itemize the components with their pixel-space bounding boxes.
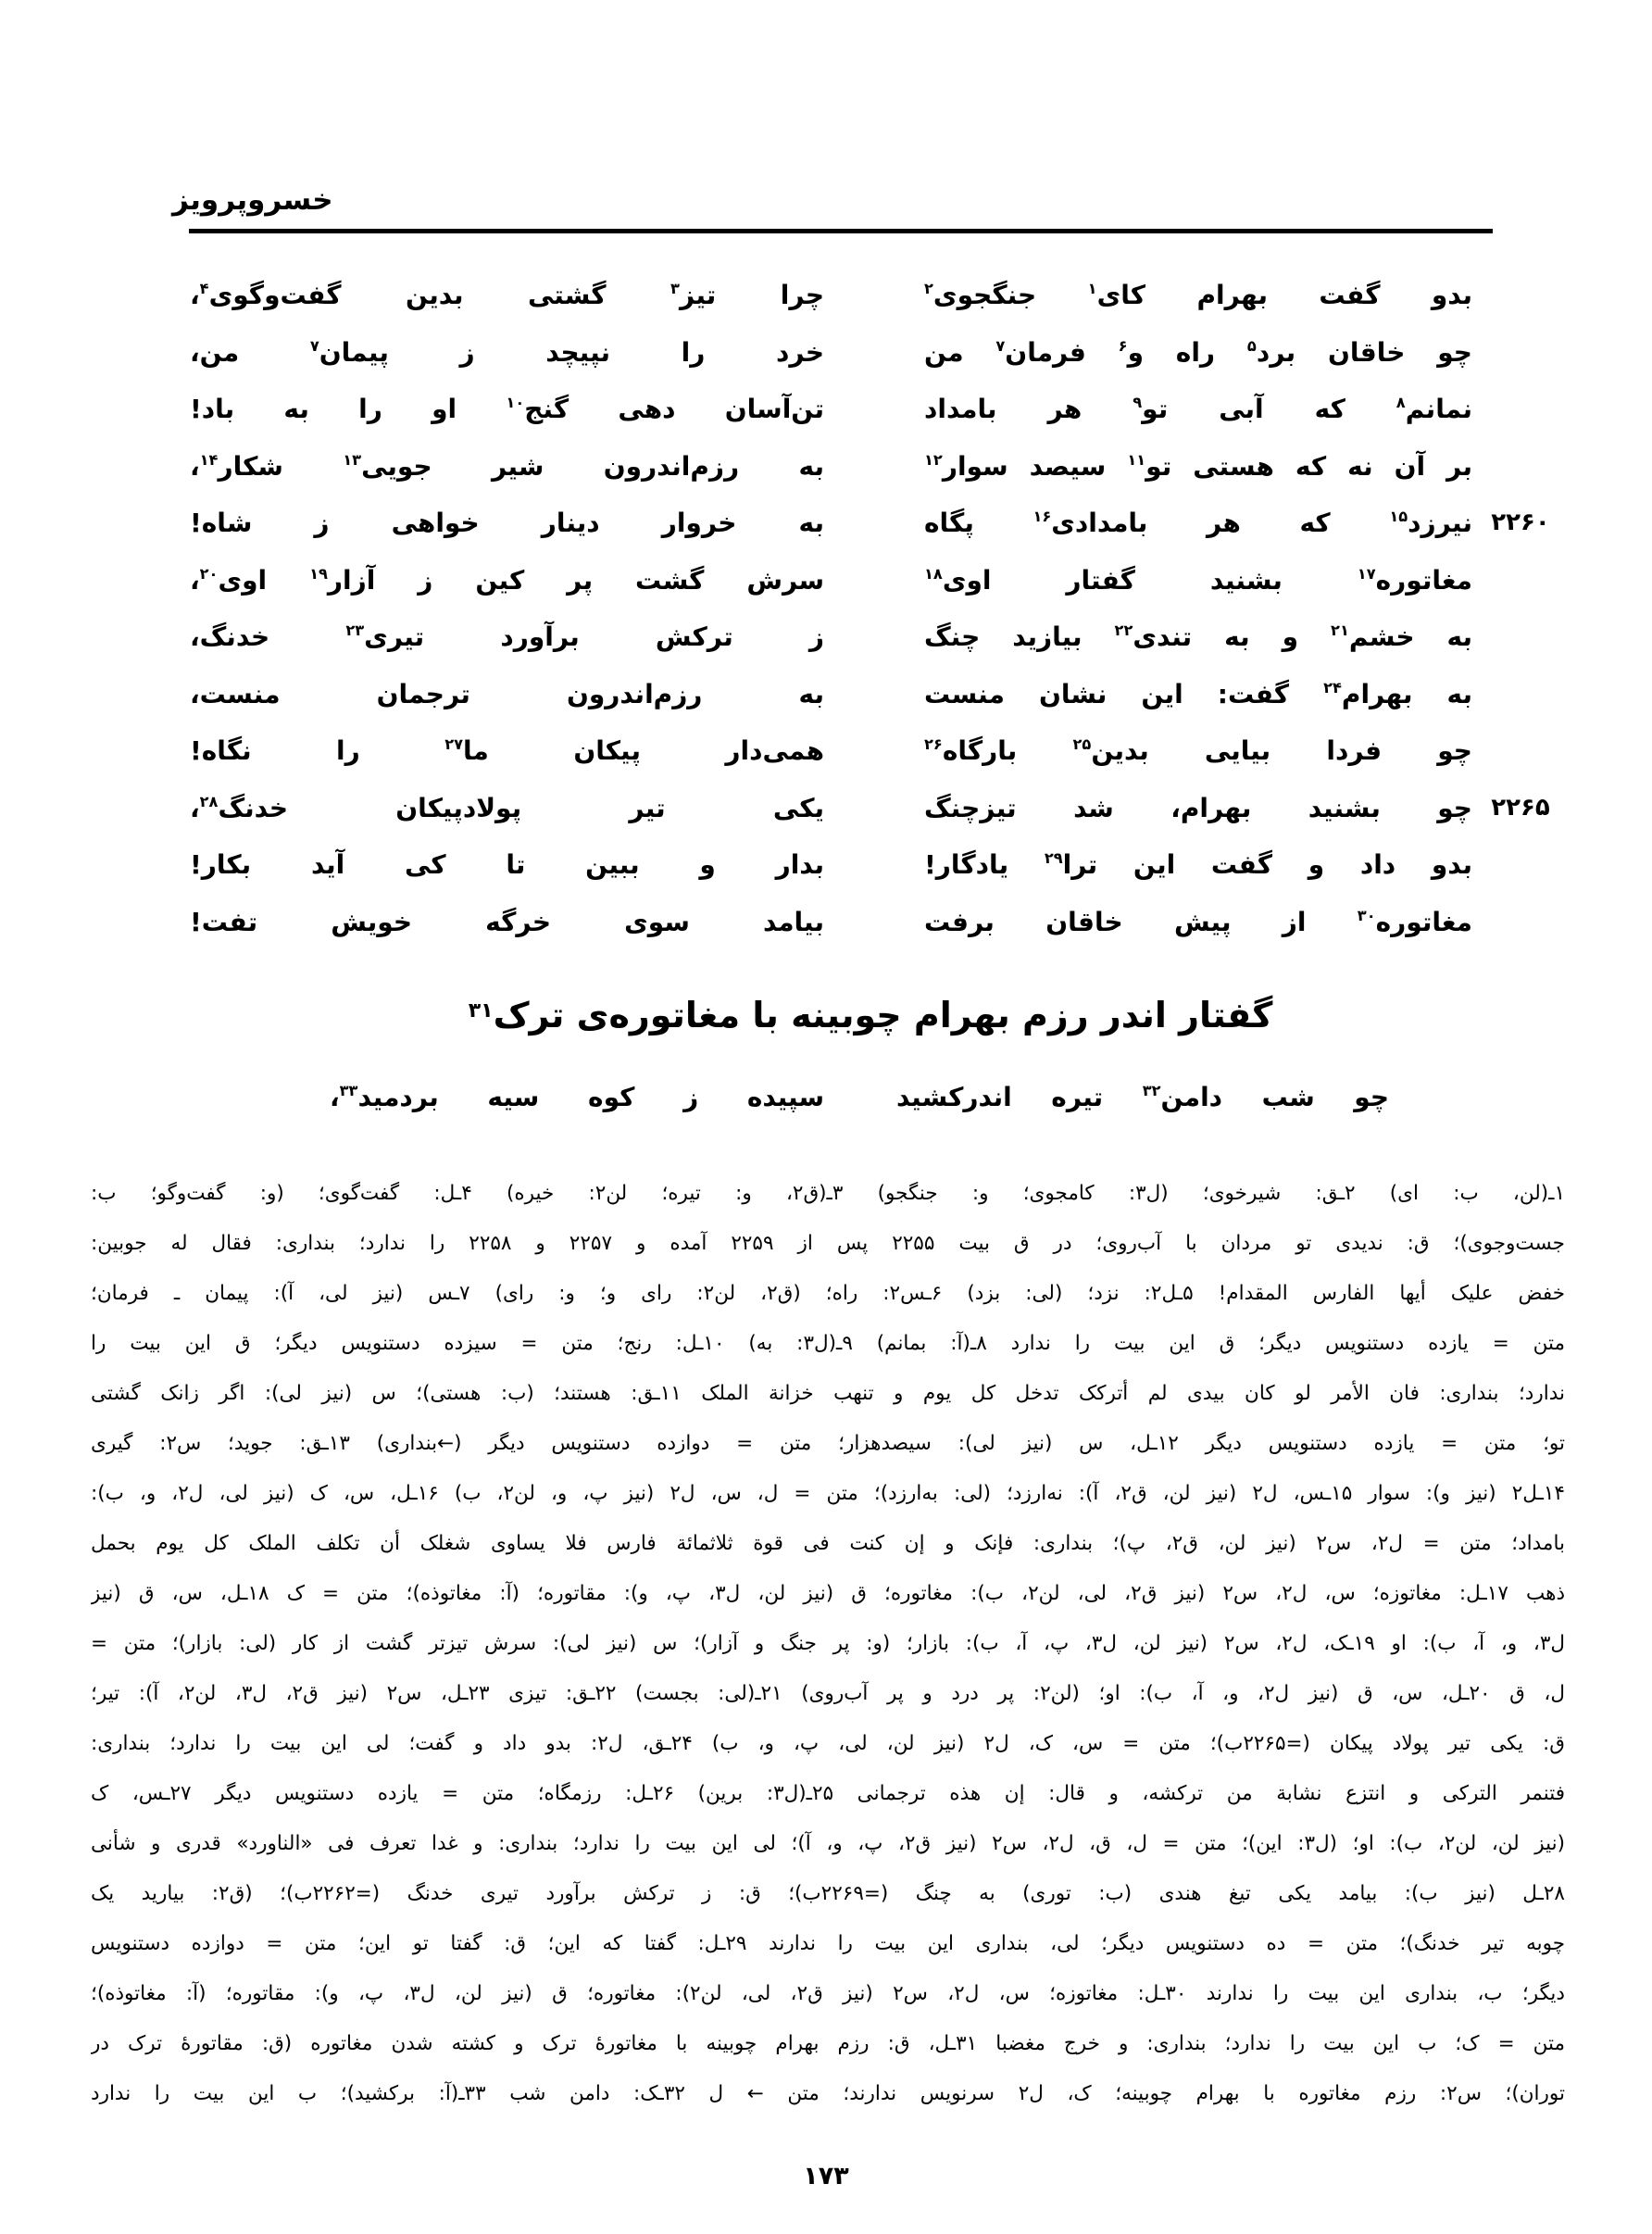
- footnote-line: ل، ق ۲۰ـل، س، ق (نیز ل۲، و، آ، ب): او؛ (لن۲: پر درد و پر آب‌روی) ۲۱ـ(لی: بجست) ۲۲ـق: تیزی ۲۳ـل، س۲ (نیز ق۲، ل۳، لن۲، آ): تیر؛: [91, 1682, 1565, 1705]
- hemistich-second: ز ترکش برآورد تیری$^{۲۳}$ خدنگ،: [190, 621, 824, 652]
- verse-number: [1478, 609, 1563, 666]
- verse-number: [1478, 552, 1563, 609]
- hemistich-first: چو خاقان برد$^۵$ راه و$^۶$ فرمان$^۷$ من: [924, 336, 1472, 368]
- footnote-line: توران)؛ س۲: رزم مغاتوره با بهرام چوبینه؛ ک، ل۲ سرنویس ندارند؛ متن ← ل ۳۲ـک: دامن شب ۳۳ـ(آ: برکشید)؛ ب این بیت را ندارد: [91, 2082, 1565, 2105]
- hemistich-second: سپیده ز کوه سیه بردمید$^{۳۳}$،: [330, 1082, 824, 1112]
- footnote-line: متن = ک؛ ب این بیت را ندارد؛ بنداری: و خرج مغضبا ۳۱ـل، ق: رزم بهرام چوبینه با مغاتورهٔ ترک و کشته شدن مغاتوره (ق: مقاتورهٔ ترک در: [91, 2032, 1565, 2055]
- running-header-title: خسروپرویز: [172, 183, 333, 217]
- hemistich-second: بیامد سوی خرگه خویش تفت!: [190, 906, 824, 937]
- hemistich-first: نیرزد$^{۱۵}$ که هر بامدادی$^{۱۶}$ پگاه: [924, 508, 1472, 538]
- hemistich-second: به خروار دینار خواهی ز شاه!: [190, 508, 824, 538]
- hemistich-first: چو شب دامن$^{۳۲}$ تیره اندرکشید: [896, 1082, 1389, 1112]
- hemistich-first: چو بشنید بهرام، شد تیزچنگ: [924, 792, 1472, 823]
- verse-row: [0, 836, 1652, 894]
- hemistich-first: به خشم$^{۲۱}$ و به تندی$^{۲۲}$ بیازید چنگ: [924, 621, 1472, 652]
- hemistich-second: همی‌دار پیکان ما$^{۲۷}$ را نگاه!: [190, 735, 824, 766]
- verse-number: [1478, 267, 1563, 324]
- verse-row: [0, 495, 1652, 552]
- hemistich-second: یکی تیر پولادپیکان خدنگ$^{۲۸}$،: [190, 792, 824, 823]
- hemistich-first: مغاتوره$^{۳۰}$ از پیش خاقان برفت: [924, 906, 1472, 937]
- verse-row: [0, 324, 1652, 382]
- footnote-line: خفض علیک أیها الفارس المقدام! ۵ـل۲: نزد؛ (لی: بزد) ۶ـس۲: راه؛ (ق۲، لن۲: رای و؛ و: رای) ۷ـس (نیز لی، آ): پیمان ـ فرمان؛: [91, 1282, 1565, 1305]
- footnote-line: ق: یکی تیر پولاد پیکان (=۲۲۶۵ب)؛ متن = س، ک، ل۲ (نیز لن، لی، پ، و، ب) ۲۴ـق، ل۲: بدو داد و گفت؛ لی این بیت را ندارد؛ بنداری:: [91, 1732, 1565, 1755]
- verse-row: [0, 552, 1652, 609]
- hemistich-second: خرد را نپیچد ز پیمان$^۷$ من،: [190, 336, 824, 368]
- footnote-line: جست‌وجوی)؛ ق: ندیدی تو مردان با آب‌روی؛ در ق بیت ۲۲۵۵ پس از ۲۲۵۹ آمده و ۲۲۵۷ و ۲۲۵۸ را ندارد؛ بنداری: فقال له جوبین:: [91, 1232, 1565, 1255]
- verse-row: [0, 381, 1652, 438]
- footnote-line: فتنمر الترکی و انتزع نشابة من ترکشه، و قال: إن هذه ترجمانی ۲۵ـ(ل۳: برین) ۲۶ـل: رزمگاه؛ متن = یازده دستنویس دیگر ۲۷ـس، ک: [91, 1782, 1565, 1805]
- verse-row: [0, 267, 1652, 324]
- footnote-line: ندارد؛ بنداری: فان الأمر لو کان بیدی لم أترکک تدخل کل یوم و تنهب خزانة الملک ۱۱ـق: هستند؛ (ب: هستی)؛ س (نیز لی): اگر زانک گشتی: [91, 1382, 1565, 1405]
- hemistich-second: سرش گشت پر کین ز آزار$^{۱۹}$ اوی$^{۲۰}$،: [190, 564, 824, 596]
- verse-number: [1478, 438, 1563, 496]
- hemistich-second: تن‌آسان دهی گنج$^{۱۰}$ او را به باد!: [190, 394, 824, 424]
- footnote-line: ۱۴ـل۲ (نیز و): سوار ۱۵ـس، ل۲ (نیز لن، ق۲، آ): نه‌ارزد؛ (لی: به‌ارزد)؛ متن = ل، س، ل۲ (نیز پ، و، لن۲، ب) ۱۶ـل، س، ک (نیز لی، ل۲، و، ب):: [91, 1482, 1565, 1505]
- hemistich-first: به بهرام$^{۲۴}$ گفت: این نشان منست: [924, 678, 1472, 709]
- footnote-line: چوبه تیر خدنگ)؛ متن = ده دستنویس دیگر؛ لی، بنداری این بیت را ندارند ۲۹ـل: گفتا که این؛ ق: گفتا تو این؛ متن = دوازده دستنویس: [91, 1932, 1565, 1955]
- section-couplet: [0, 1069, 1652, 1126]
- hemistich-first: بر آن نه که هستی تو$^{۱۱}$ سیصد سوار$^{۱۲}$: [924, 450, 1472, 482]
- footnote-line: ل۳، و، آ، ب): او ۱۹ـک، ل۲، س۲ (نیز لن، ل۳، پ، آ، ب): بازار؛ (و: پر جنگ و آزار)؛ س (نیز لی): سرش تیزتر گشت از کار (لی: بازار)؛ متن =: [91, 1632, 1565, 1655]
- header-rule: [189, 229, 1493, 233]
- footnote-line: ۲۸ـل (نیز ب): بیامد یکی تیغ هندی (ب: توری) به چنگ (=۲۲۶۹ب)؛ ق: ز ترکش برآورد تیری خدنگ (=۲۲۶۲ب)؛ (ق۲: بیارید یک: [91, 1882, 1565, 1905]
- verse-number: [1478, 836, 1563, 894]
- footnote-line: (نیز لن، لن۲، ب): او؛ (ل۳: این)؛ متن = ل، ق، ل۲، س۲ (نیز ق۲، پ، و، آ)؛ لی این بیت را ندارد؛ بنداری: و غدا تعرف فی «الناورد» قدری و شأنی: [91, 1832, 1565, 1855]
- verse-number: [1478, 666, 1563, 723]
- poem-block: [0, 267, 1652, 950]
- critical-apparatus: [91, 1169, 1565, 2119]
- hemistich-first: نمانم$^۸$ که آبی تو$^۹$ هر بامداد: [924, 394, 1472, 424]
- verse-number: [1478, 722, 1563, 780]
- footnote-line: بامداد؛ متن = ل۲، س۲ (نیز لن، ق۲، پ)؛ بنداری: فإنک و إن کنت فی قوة ثلاثمائة فارس فلا یساوی شغلک أن تکلف الملک کل یوم بحمل: [91, 1532, 1565, 1555]
- footnote-line: دیگر؛ ب، بنداری این بیت را ندارند ۳۰ـل: مغاتوزه؛ س، ل۲، س۲ (نیز ق۲، لی، لن۲): مغاتوره؛ ق (نیز لن، ل۳، پ، و): مقاتوره؛ (آ: مغاتوذه)؛: [91, 1982, 1565, 2005]
- hemistich-first: بدو داد و گفت این ترا$^{۲۹}$ یادگار!: [924, 849, 1472, 880]
- footnote-line: تو؛ متن = یازده دستنویس دیگر ۱۲ـل، س (نیز لی): سیصدهزار؛ متن = دوازده دستنویس دیگر (←بنداری) ۱۳ـق: جوید؛ س۲: گیری: [91, 1432, 1565, 1455]
- verse-number: ۲۲۶۵: [1491, 793, 1550, 822]
- verse-row: [0, 780, 1652, 837]
- verse-row: [0, 666, 1652, 723]
- hemistich-second: چرا تیز$^۳$ گشتی بدین گفت‌وگوی$^۴$،: [190, 280, 824, 310]
- hemistich-second: بدار و ببین تا کی آید بکار!: [190, 849, 824, 880]
- hemistich-second: به رزم‌اندرون شیر جویی$^{۱۳}$ شکار$^{۱۴}$،: [190, 450, 824, 482]
- hemistich-first: مغاتوره$^{۱۷}$ بشنید گفتار اوی$^{۱۸}$: [924, 564, 1472, 596]
- footnote-line: ذهب ۱۷ـل: مغاتوزه؛ س، ل۲، س۲ (نیز ق۲، لی، لن۲، ب): مغاتوره؛ ق (نیز لن، ل۳، پ، و): مقاتوره؛ (آ: مغاتوذه)؛ متن = ک ۱۸ـل، س، ق (نیز: [91, 1582, 1565, 1605]
- hemistich-first: چو فردا بیایی بدین$^{۲۵}$ بارگاه$^{۲۶}$: [924, 735, 1472, 766]
- verse-row: [0, 609, 1652, 666]
- hemistich-first: بدو گفت بهرام کای$^۱$ جنگجوی$^۲$: [924, 280, 1472, 310]
- verse-number: [1478, 381, 1563, 438]
- verse-row: [0, 438, 1652, 496]
- footnote-line: ۱ـ(لن، ب: ای) ۲ـق: شیرخوی؛ (ل۳: کامجوی؛ و: جنگجو) ۳ـ(ق۲، و: تیره؛ لن۲: خیره) ۴ـل: گفت‌گوی؛ (و: گفت‌وگو؛ ب:: [91, 1182, 1565, 1205]
- hemistich-second: به رزم‌اندرون ترجمان منست،: [190, 678, 824, 709]
- verse-number: [1478, 894, 1563, 951]
- verse-row: [0, 894, 1652, 951]
- verse-row: [0, 722, 1652, 780]
- verse-number: ۲۲۶۰: [1491, 508, 1550, 536]
- section-heading: گفتار اندر رزم بهرام چوبینه با مغاتوره‌ی ترک$^{۳۱}$: [468, 995, 1273, 1035]
- verse-number: [1478, 324, 1563, 382]
- footnote-line: متن = یازده دستنویس دیگر؛ ق این بیت را ندارد ۸ـ(آ: بمانم) ۹ـ(ل۳: به) ۱۰ـل: رنج؛ متن = سیزده دستنویس دیگر؛ ق این بیت را: [91, 1332, 1565, 1355]
- page-number: ۱۷۳: [803, 2162, 849, 2190]
